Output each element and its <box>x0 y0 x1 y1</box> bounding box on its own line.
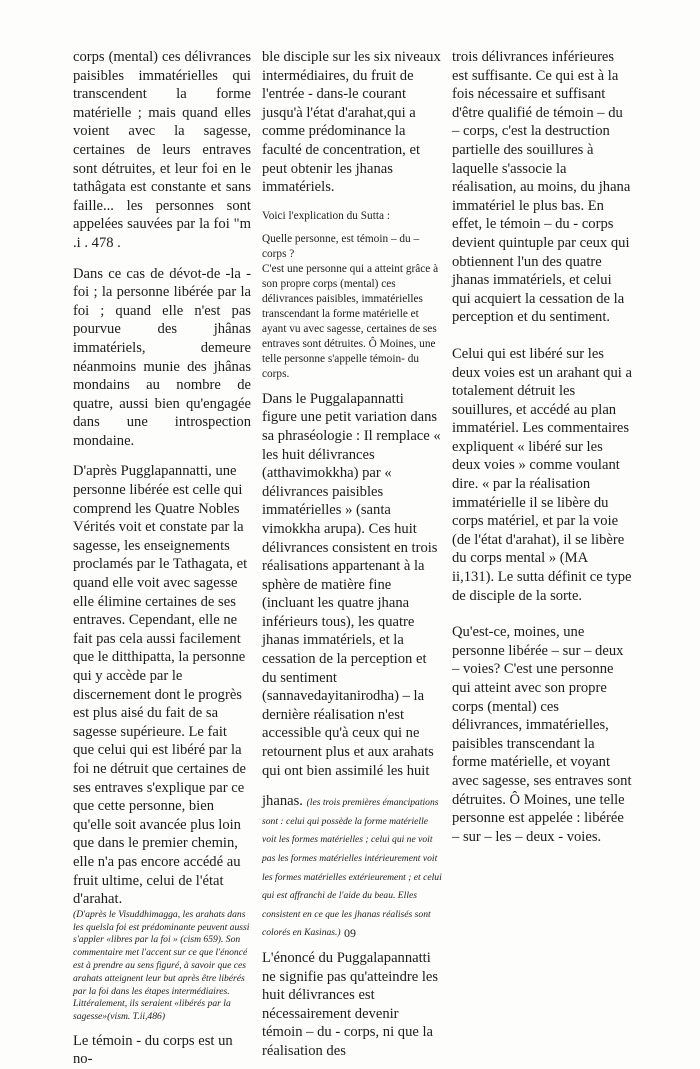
paragraph: Dans ce cas de dévot-de -la -foi ; la personne libérée par la foi ; quand elle n'est pas pourvue des jhânas immatériels, demeure néanmoins munie des jhânas mondains au nombre de quatre, aussi bien qu'engagée dans une introspection mondaine. <box>73 265 251 449</box>
sutta-answer: C'est une personne qui a atteint grâce à son propre corps (mental) ces délivrances paisibles, immatérielles transcendant la forme matérielle et ayant vu avec sagesse, certaines de ses entraves sont détruites. Ô Moines, une telle personne s'appelle témoin- du corps. <box>262 262 439 380</box>
page-number: 09 <box>344 926 356 940</box>
paragraph: Dans le Puggalapannatti figure une petit variation dans sa phraséologie : Il remplace « les huit délivrances (atthavimokkha) par « délivrances paisibles immatérielles » (santa vimokkha arupa). Ces huit délivrances consistent en trois réalisations appartenant à la sphère de matière fine (incluant les quatre jhana inférieurs tous), les quatre jhanas immatériels, et la cessation de la perception et du sentiment (sannavedayitanirodha) – la dernière réalisation n'est accessible qu'à ceux qui ne retournent plus et aux arahats qui ont bien assimilé les huit <box>262 390 441 779</box>
paragraph-with-note <box>262 792 442 941</box>
paragraph: D'après Pugglapannatti, une personne libérée est celle qui comprend les Quatre Nobles Vérités voit et constate par la sagesse, les enseignements proclamés par le Tathagata, et quand elle voit avec sagesse elle élimine certaines de ses entraves. Cependant, elle ne fait pas cela aussi facilement que le ditthipatta, la personne qui y accède par le discernement dont le progrès est plus aisé du fait de sa sagesse supérieure. Le fait que celui qui est libéré par la foi ne détruit que certaines de ses entraves s'explique par ce que cette personne, bien qu'elle soit avancée plus loin que dans le premier chemin, elle n'a pas encore accédé au fruit ultime, celui de l'état d'arahat. <box>73 463 248 908</box>
column-1 <box>73 48 251 1069</box>
jhanas-word: jhanas. <box>262 793 303 810</box>
paragraph: trois délivrances inférieures est suffisante. Ce qui est à la fois nécessaire et suffisant d'être qualifié de témoin – du – corps, c'est la destruction partielle des souillures à laquelle s'associe la réalisation, au moins, du jhana immatériel le plus bas. En effet, le témoin – du - corps devient quintuple par ceux qui obtiennent l'un des quatre jhanas immatériels, et celui qui acquiert la cessation de la perception et du sentiment. <box>452 49 631 326</box>
sutta-intro: Voici l'explication du Sutta : <box>262 209 390 222</box>
sutta-question: Quelle personne, est témoin – du – corps ? <box>262 232 420 260</box>
paragraph: L'énoncé du Puggalapannatti ne signifie pas qu'atteindre les huit délivrances est nécessairement devenir témoin – du - corps, ni que la réalisation des <box>262 949 439 1059</box>
paragraph: Le témoin - du corps est un no- <box>73 1032 233 1068</box>
column-2 <box>262 48 442 1061</box>
footnote: (D'après le Visuddhimagga, les arahats dans les quelsla foi est prédominante peuvent aussi s'appler «libres par la foi » (cism 659). Son commentaire met l'accent sur ce que l'énoncé est à prendre au sens figuré, à savoir que ces arahats atteignent leur but après être libérés par la foi dans les étapes intermédiaires. Littéralement, ils seraient «libérés par la sagesse»(vism. T.ii,486) <box>73 908 250 1023</box>
footnote: (les trois premières émancipations sont : celui qui possède la forme matérielle voit les formes matérielles ; celui qui ne voit pas les formes matérielles intérieurement voit les formes matérielles extérieurement ; et celui qui est affranchi de l'aide du beau. Elles consistent en ce que les jhanas réalisés sont colorés en Kasinas.) <box>262 797 442 939</box>
paragraph: ble disciple sur les six niveaux intermédiaires, du fruit de l'entrée - dans-le courant jusqu'à l'état d'arahat,qui a comme prédominance la faculté de concentration, et peut obtenir les jhanas immatériels. <box>262 49 441 196</box>
paragraph: Celui qui est libéré sur les deux voies est un arahant qui a totalement détruit les souillures, et accédé au plan immatériel. Les commentaires expliquent « libéré sur les deux voies » comme voulant dire. « par la réalisation immatérielle il se libère du corps matériel, et par la voie (de l'état d'arahat), il se libère du corps mental » (MA ii,131). Le sutta définit ce type de disciple de la sorte. <box>452 345 632 604</box>
column-3 <box>452 48 632 846</box>
paragraph: corps (mental) ces délivrances paisibles immatérielles qui transcendent la forme matérielle ; mais quand elles voient avec la sagesse, certaines de leurs entraves sont détruites, et leur foi en le tathâgata est constante et sans faille... les personnes sont appelées sauvées par la foi "m .i . 478 . <box>73 49 251 251</box>
paragraph: Qu'est-ce, moines, une personne libérée – sur – deux – voies? C'est une personne qui atteint avec son propre corps (mental) ces délivrances, immatérielles, paisibles transcendant la forme matérielle, et voyant avec sagesse, ses entraves sont détruites. Ô Moines, une telle personne est appelée : libérée – sur – les – deux - voies. <box>452 624 632 845</box>
